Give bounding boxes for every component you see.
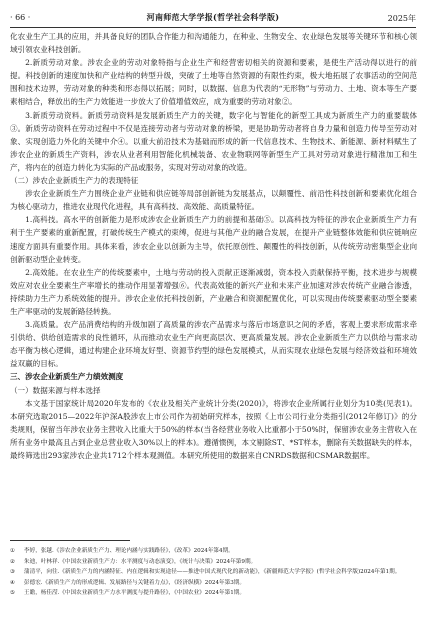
journal-title: 河南师范大学学报(哲学社会科学版)	[146, 12, 280, 22]
footnote-text: 朱迪，叶林祥.《中国农业新质生产力：水平测度与动态演变》，《统计与决策》2024年第9期。	[24, 558, 257, 565]
running-header	[10, 12, 416, 26]
footnote-text: 李婷，张越.《涉农企业新质生产力、理论内涵与实践路径》，《改革》2024年第4期。	[24, 548, 234, 554]
footnote-number: ②	[10, 558, 16, 565]
body-paragraph: 本文基于国家统计局2020年发布的《农业及相关产业统计分类(2020)》，将涉农企业所属行业划分为10类(见表1)。本研究选取2015—2022年沪深A股涉农上市公司作为初始研究样本，按照《上市公司行业分类指引(2012年修订)》的分类规则，保留当年涉农业务主营收入比重大于50%的样本(当各经营业务收入比重都小于50%时，保留涉农业务主营收入在所有业务中最高且占到企业总营业收入30%以上的样本)。遵循惯例，本文剔除ST、*ST样本，删除有关数据缺失的样本，最终筛选出293家涉农企业共1712个样本观测值。本研究所使用的数据来自CNRDS数据和CSMAR数据库。	[10, 398, 417, 460]
footnote-number: ③	[10, 569, 16, 576]
body-paragraph: 化农业生产工具的应用，并具备良好的团队合作能力和沟通能力，在种业、生物安全、农业绿色发展等关键环节和核心领域引领农业科技创新。	[10, 32, 417, 55]
body-paragraph: 涉农企业新质生产力围绕企业产业链和供应链等局部创新链为发展基点，以颠覆性、前沿性科技创新和要素优化组合为核心驱动力，推进农业现代化进程，具有高科技、高效能、高质量特征。	[10, 189, 417, 212]
header-rule	[10, 27, 416, 28]
body-paragraph: 2.新质劳动对象。涉农企业的劳动对象特指与企业生产和经营密切相关的资源和要素，是使生产活动得以进行的前提。科技创新的速度加快和产业结构的转型升级，突破了土地等自然资源的有限性约束，极大地拓展了农事活动的空间范围和技术边界，劳动对象的种类和形态得以拓展；同时，以数据、信息为代表的“无形物”与劳动力、土地、资本等生产要素相结合，释放出的生产力效能进一步放大了价值增值效应，成为重要的劳动对象②。	[10, 58, 417, 107]
subsection-heading: （二）涉农企业新质生产力的表现特征	[10, 176, 139, 186]
body-paragraph: 1.高科技。高水平的创新能力是形成涉农企业新质生产力的前提和基础⑤。以高科技为特征的涉农企业新质生产力有利于生产要素的重新配置，打破传统生产模式的束缚，促进与其他产业的融合发展，在提升产业链整体效能和供应链响应速度方面具有重要作用。具体来看，涉农企业以创新为主导，依托原创性、颠覆性的科技创新，从传统劳动密集型企业向创新驱动型企业转变。	[10, 215, 417, 264]
body-paragraph: 3.高质量。农产品消费结构的升级加剧了高质量的涉农产品需求与落后市场意识之间的矛盾，客观上要求形成需求牵引供给、供给创造需求的良性循环，从而推动农业生产向更高层次、更高质量发展。涉农企业新质生产力以供给与需求动态平衡为核心逻辑，通过构建企业环境友好型、资源节约型的绿色发展模式，从而实现农业绿色发展与经济效益和环境效益双赢的目标。	[10, 320, 417, 369]
body-paragraph: 3.新质劳动资料。新质劳动资料是发展新质生产力的关键，数字化与智能化的新型工具成为新质生产力的重要载体③。新质劳动资料在劳动过程中不仅是连接劳动者与劳动对象的桥梁，更是协助劳动者将自身力量和创造力传导至劳动对象、实现创造力外化的关键中介④。以重大前沿技术为基础而形成的新一代信息技术、生物技术、新能源、新材料赋生了涉农企业的新质生产资料，涉农从业者利用智能化机械装备、农业物联网等新型生产工具对劳动对象进行精准加工和生产，将内在的创造力转化为实际的产品或服务，实现对劳动对象的改造。	[10, 110, 417, 172]
article-body	[10, 30, 417, 462]
subsection-heading: （一）数据来源与样本选择	[10, 385, 101, 395]
footnote-text: 王瞻，杨佳滢.《中国农业新质生产力水平测度与提升路径》，《中国农业》2024年第1期。	[24, 590, 245, 597]
footnote-text: 蒲清平，向往.《新质生产力的内涵特征、内在逻辑和实现途径——推进中国式现代化的新动能》，《新疆师范大学学报》(哲学社会科学版)2024年第1期。	[24, 569, 401, 576]
footnote-text: 彭德宏.《新质生产力的形成逻辑、发展路径与关键着力点》，《经济纵横》2024年第3期。	[24, 579, 245, 586]
footnote	[10, 567, 417, 578]
footnote	[10, 546, 417, 557]
footnote-number: ①	[10, 548, 16, 554]
page-number: · 66 ·	[10, 13, 31, 22]
footnote	[10, 588, 417, 599]
footnote-rule	[10, 540, 130, 541]
footnote-number: ⑤	[10, 590, 16, 597]
section-heading: 三、涉农企业新质生产力绩效测度	[10, 372, 124, 382]
footnote	[10, 557, 417, 568]
footnote	[10, 578, 417, 589]
body-paragraph: 2.高效能。在农业生产的传统要素中，土地与劳动的投入贡献正逐渐减弱，资本投入贡献保持平衡，技术进步与规模效应对农业全要素生产率增长的推动作用显著增强⑥。代表高效能的新兴产业和未来产业加速对涉农传统产业融合渗透，持续助力生产力系统效能的提升。涉农企业依托科技创新，产业融合和资源配置优化，可以实现由传统要素驱动型全要素生产率驱动的发展新路径转换。	[10, 267, 417, 316]
footnote-number: ④	[10, 579, 16, 586]
issue-year: 2025年	[387, 14, 416, 23]
footnotes	[10, 546, 417, 599]
